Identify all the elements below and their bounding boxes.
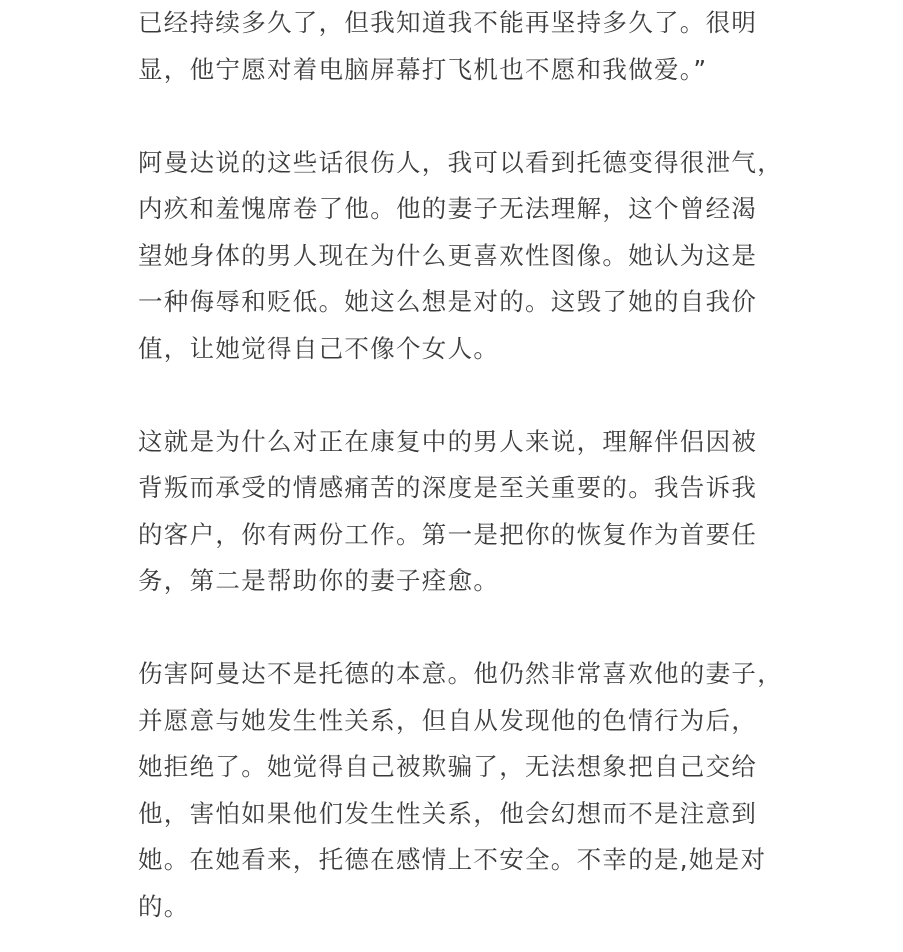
text-line: 的。 <box>138 891 190 921</box>
text-line: 背叛而承受的情感痛苦的深度是至关重要的。我告诉我 <box>138 473 758 502</box>
paragraph-gap <box>138 372 774 419</box>
text-line: 这就是为什么对正在康复中的男人来说，理解伴侣因被 <box>138 426 758 456</box>
text-line: 内疚和羞愧席卷了他。他的妻子无法理解，这个曾经渴 <box>138 194 758 223</box>
paragraph-gap <box>138 93 774 140</box>
text-line: 他，害怕如果他们发生性关系，他会幻想而不是注意到 <box>138 798 758 828</box>
text-line: 伤害阿曼达不是托德的本意。他仍然非常喜欢他的妻子， <box>138 659 783 688</box>
paragraph-4 <box>138 651 783 930</box>
text-line: 的客户，你有两份工作。第一是把你的恢复作为首要任 <box>138 519 758 549</box>
paragraph-gap <box>138 605 774 652</box>
paragraph-2 <box>138 140 783 373</box>
text-line: 并愿意与她发生性关系，但自从发现他的色情行为后， <box>138 705 758 735</box>
text-line: 值，让她觉得自己不像个女人。 <box>138 333 500 363</box>
text-line: 她拒绝了。她觉得自己被欺骗了，无法想象把自己交给 <box>138 752 758 781</box>
text-line: 阿曼达说的这些话很伤人，我可以看到托德变得很泄气， <box>138 147 783 177</box>
text-line: 显，他宁愿对着电脑屏幕打飞机也不愿和我做爱。” <box>138 54 708 84</box>
text-line: 务，第二是帮助你的妻子痊愈。 <box>138 566 500 595</box>
text-line: 已经持续多久了，但我知道我不能再坚持多久了。很明 <box>138 8 758 37</box>
paragraph-3 <box>138 419 774 605</box>
paragraph-1 <box>138 0 774 93</box>
text-line: 她。在她看来，托德在感情上不安全。不幸的是,她是对 <box>138 845 767 874</box>
article-body <box>138 0 783 930</box>
text-line: 一种侮辱和贬低。她这么想是对的。这毁了她的自我价 <box>138 287 758 316</box>
text-line: 望她身体的男人现在为什么更喜欢性图像。她认为这是 <box>138 240 758 270</box>
